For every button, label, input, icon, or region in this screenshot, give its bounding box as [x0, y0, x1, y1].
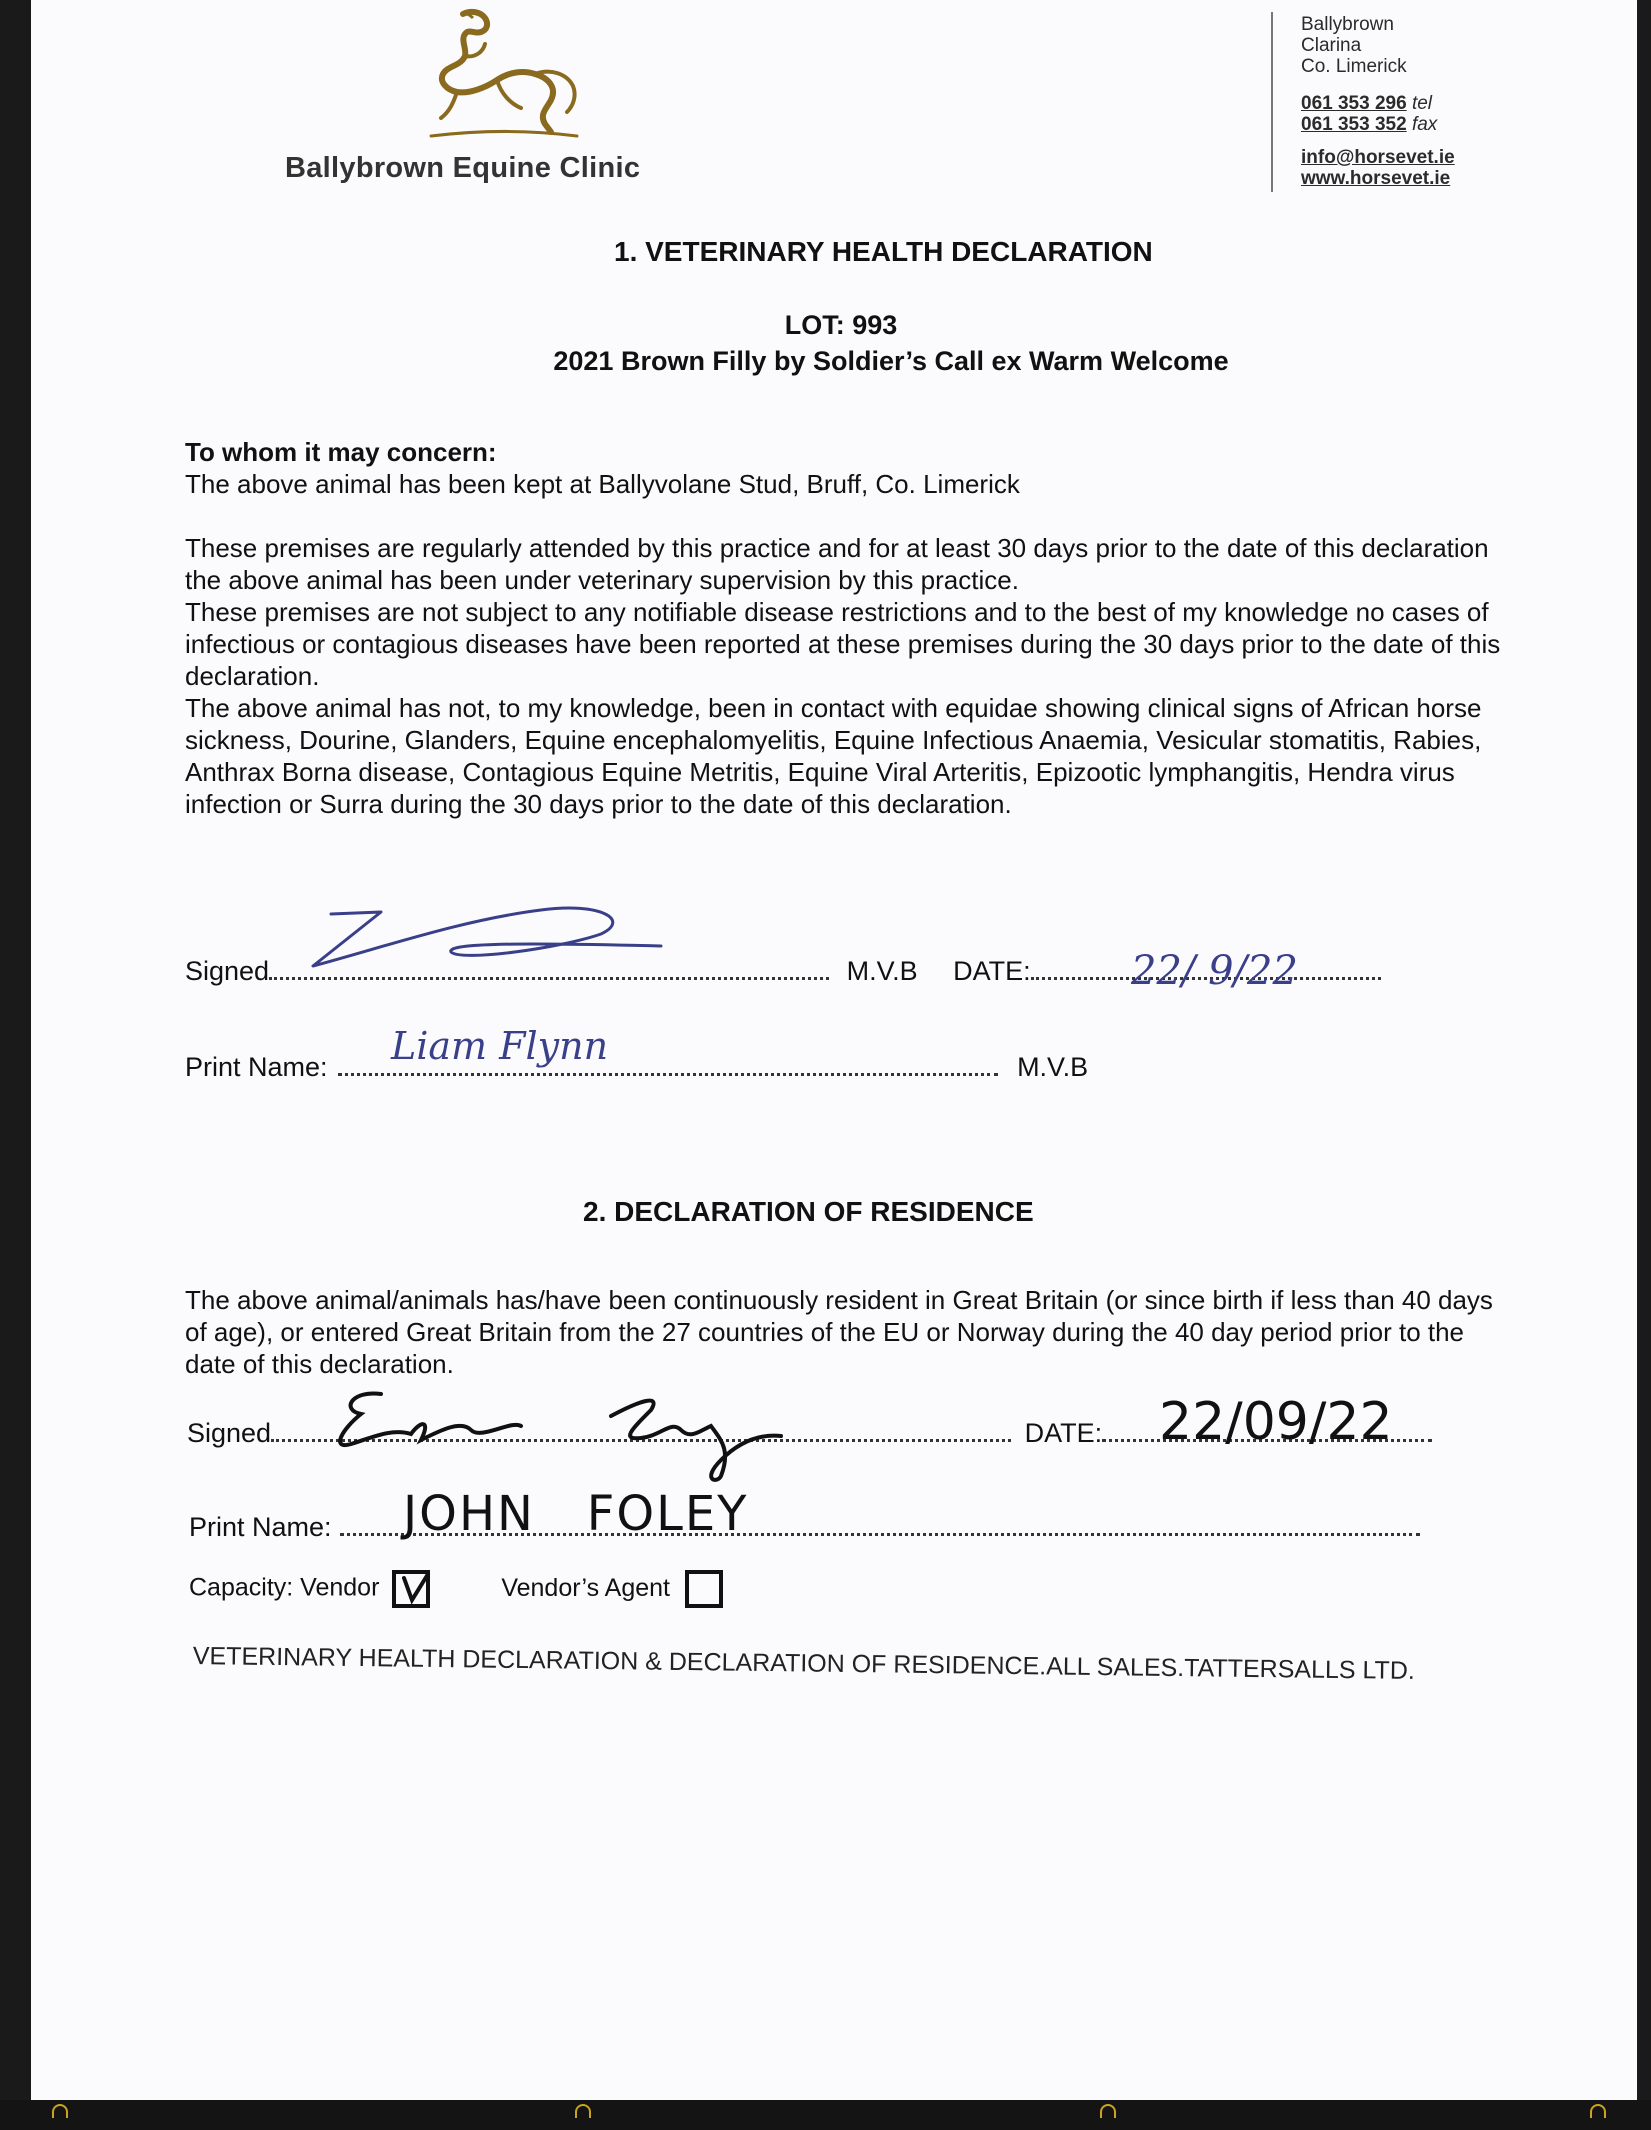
address-block: [1301, 14, 1455, 189]
phone-tel-label: tel: [1411, 93, 1433, 114]
phone-fax-label: fax: [1411, 114, 1438, 135]
kept-at-text: The above animal has been kept at Ballyvolane Stud, Bruff, Co. Limerick: [185, 469, 1020, 499]
vet-date-value: 22/ 9/22: [1131, 948, 1298, 994]
vendor-print-name-value: JOHN FOLEY: [403, 1486, 749, 1542]
address-divider: [1271, 12, 1273, 192]
vet-signature-scribble: [301, 900, 681, 980]
document-page: [31, 0, 1637, 2100]
toolbar-icon-2[interactable]: [575, 2104, 591, 2118]
vet-signed-label: Signed: [185, 956, 270, 986]
section2-title: 2. DECLARATION OF RESIDENCE: [583, 1196, 1034, 1227]
salutation: To whom it may concern:: [185, 437, 497, 467]
vendor-signed-label: Signed: [187, 1418, 272, 1448]
vet-print-mvb-label: M.V.B: [1017, 1052, 1089, 1082]
address-line-1: Ballybrown: [1301, 14, 1394, 35]
lot-number: LOT: 993: [784, 310, 898, 340]
vet-print-name-value: Liam Flynn: [391, 1024, 609, 1068]
toolbar-icon-3[interactable]: [1100, 2104, 1116, 2118]
vet-date-label: DATE:: [953, 956, 1031, 986]
address-line-3: Co. Limerick: [1301, 56, 1407, 77]
residence-para: The above animal/animals has/have been continuously resident in Great Britain (or since birth if less than 40 days of age), or entered Great Britain from the 27 countries of the EU or Norway during the 40 day period prior to the date of this declaration.: [185, 1285, 1493, 1379]
declaration-para-1: These premises are regularly attended by this practice and for at least 30 days prior to the date of this declaration the above animal has been under veterinary supervision by this practice.: [185, 533, 1489, 595]
vet-mvb-label: M.V.B: [846, 956, 918, 986]
section1-title: 1. VETERINARY HEALTH DECLARATION: [614, 236, 1153, 267]
declaration-body: [185, 532, 1525, 820]
phone-tel[interactable]: 061 353 296: [1301, 93, 1407, 114]
vendor-agent-label: Vendor’s Agent: [501, 1573, 670, 1602]
vet-print-label: Print Name:: [185, 1052, 328, 1082]
address-line-2: Clarina: [1301, 35, 1362, 56]
viewer-bottom-bar: [0, 2100, 1651, 2130]
capacity-row: [189, 1570, 723, 1608]
vendor-signature-scribble: [321, 1380, 821, 1490]
clinic-name: Ballybrown Equine Clinic: [285, 152, 641, 184]
declaration-para-3: The above animal has not, to my knowledge, been in contact with equidae showing clinical signs of African horse sickness, Dourine, Glanders, Equine encephalomyelitis, Equine Infectious Anaemia, Vesicular stomatitis, Rabies, Anthrax Borna disease, Contagious Equine Metritis, Equine Viral Arteritis, Epizootic lymphangitis, Hendra virus infection or Surra during the 30 days prior to the date of this declaration.: [185, 693, 1482, 819]
vendor-print-row: [189, 1512, 1420, 1543]
capacity-vendor-label: Capacity: Vendor: [189, 1573, 380, 1602]
toolbar-icon-1[interactable]: [52, 2104, 68, 2118]
website-link[interactable]: www.horsevet.ie: [1301, 168, 1451, 189]
vendor-date-value: 22/09/22: [1159, 1392, 1393, 1452]
footer-text: VETERINARY HEALTH DECLARATION & DECLARATION OF RESIDENCE.ALL SALES.TATTERSALLS LTD.: [192, 1642, 1415, 1685]
vet-print-row: [185, 1052, 1088, 1083]
declaration-para-2: These premises are not subject to any notifiable disease restrictions and to the best of my knowledge no cases of infectious or contagious diseases have been reported at these premises during the 30 days prior to the date of this declaration.: [185, 597, 1501, 691]
horse-description: 2021 Brown Filly by Soldier’s Call ex Warm Welcome: [553, 346, 1229, 376]
toolbar-icon-4[interactable]: [1590, 2104, 1606, 2118]
checkmark-icon: [398, 1570, 434, 1610]
vendor-checkbox[interactable]: [392, 1570, 430, 1608]
vendor-print-label: Print Name:: [189, 1512, 332, 1542]
salutation-block: [185, 436, 1525, 500]
vendor-agent-checkbox[interactable]: [685, 1570, 723, 1608]
phone-fax[interactable]: 061 353 352: [1301, 114, 1407, 135]
horse-logo-icon: [401, 8, 591, 140]
vendor-date-label: DATE:: [1024, 1418, 1103, 1448]
email-link[interactable]: info@horsevet.ie: [1301, 147, 1455, 168]
